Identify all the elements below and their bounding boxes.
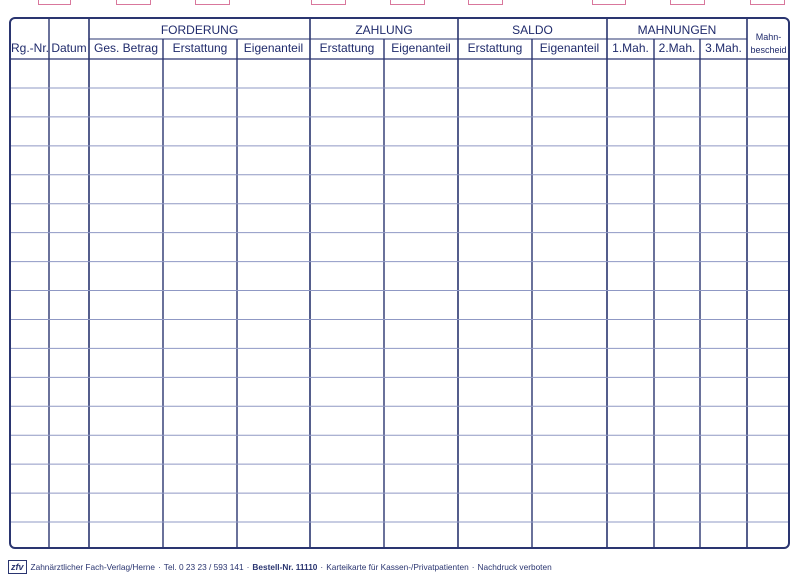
tab-mark [750,0,785,5]
col-mahnbescheid-line1: Mahn- [755,32,782,42]
footer-separator: · [471,562,475,572]
col-mahnbescheid [747,32,790,55]
tab-mark [468,0,503,5]
tab-mark [195,0,230,5]
col-saldo-eigenanteil: Eigenanteil [539,41,600,55]
col-mahnung-3: 3.Mah. [705,41,742,55]
footer-publisher: Zahnärztlicher Fach-Verlag/Herne [30,562,156,572]
col-forderung-erstattung: Erstattung [172,41,228,55]
footer-separator: · [320,562,324,572]
tab-mark [390,0,425,5]
col-mahnung-1: 1.Mah. [612,41,649,55]
group-mahnungen: MAHNUNGEN [637,23,717,37]
group-forderung: FORDERUNG [160,23,239,37]
col-rg-nr: Rg.-Nr. [11,41,50,55]
footer-phone: Tel. 0 23 23 / 593 141 [163,562,244,572]
footer-notice: Nachdruck verboten [477,562,552,572]
tab-mark [311,0,346,5]
footer-separator: · [246,562,250,572]
ledger-card [9,17,790,549]
col-ges-betrag: Ges. Betrag [93,41,159,55]
tab-marks [0,0,800,8]
tab-mark [670,0,705,5]
col-mahnbescheid-line2: bescheid [750,45,787,55]
tab-mark [592,0,626,5]
tab-mark [38,0,71,5]
publisher-logo: zfv [8,560,27,574]
col-zahlung-erstattung: Erstattung [319,41,375,55]
footer-order-number: Bestell-Nr. 11110 [252,562,318,572]
col-zahlung-eigenanteil: Eigenanteil [391,41,451,55]
footer [8,559,788,575]
tab-mark [116,0,151,5]
col-datum: Datum [51,41,87,55]
group-zahlung: ZAHLUNG [355,23,413,37]
footer-description: Karteikarte für Kassen-/Privatpatienten [326,562,469,572]
col-forderung-eigenanteil: Eigenanteil [243,41,304,55]
col-saldo-erstattung: Erstattung [467,41,523,55]
group-saldo: SALDO [512,23,553,37]
col-mahnung-2: 2.Mah. [658,41,696,55]
footer-separator: · [158,562,161,572]
ledger-grid [11,19,790,549]
